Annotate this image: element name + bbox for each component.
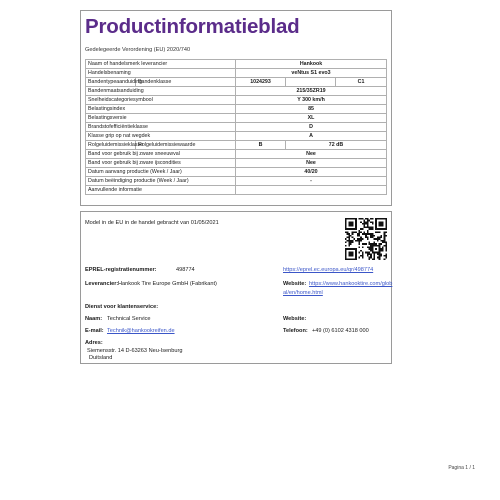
trade-name-value: veNtus S1 evo3 — [236, 69, 387, 78]
additional-info-label: Aanvullende informatie — [86, 186, 236, 195]
load-index-value: 85 — [236, 105, 387, 114]
wet-grip-label: Klasse grip op nat wegdek — [86, 132, 236, 141]
service-name-label: Naam: — [85, 316, 103, 322]
load-index-label: Belastingsindex — [86, 105, 236, 114]
snow-value: Nee — [236, 150, 387, 159]
table-row — [86, 87, 387, 96]
ice-value: Nee — [236, 159, 387, 168]
supplier-name: Hankook Tire Europe GmbH (Fabrikant) — [118, 281, 217, 287]
spec-table — [85, 59, 387, 195]
table-row — [86, 186, 387, 195]
table-row — [86, 150, 387, 159]
eprel-label: EPREL-registratienummer: — [85, 267, 157, 273]
table-row — [86, 159, 387, 168]
eprel-link[interactable]: https://eprel.ec.europa.eu/qr/498774 — [283, 267, 374, 273]
size-value: 215/35ZR19 — [236, 87, 387, 96]
load-version-label: Belastingsversie — [86, 114, 236, 123]
product-info-box — [80, 10, 392, 206]
production-start-value: 40/20 — [236, 168, 387, 177]
noise-value-label: Rolgeluidemissiewaarde — [136, 141, 236, 150]
eprel-number: 498774 — [176, 267, 195, 273]
table-row — [86, 96, 387, 105]
wet-grip-value: A — [236, 132, 387, 141]
table-row — [86, 105, 387, 114]
snow-label: Band voor gebruik bij zware sneeuwval — [86, 150, 236, 159]
service-website-label: Website: — [283, 316, 307, 322]
table-row — [86, 177, 387, 186]
regulation-subtitle: Gedelegeerde Verordening (EU) 2020/740 — [85, 47, 191, 53]
production-end-label: Datum beëindiging productie (Week / Jaar) — [86, 177, 236, 186]
fuel-class-value: D — [236, 123, 387, 132]
email-label: E-mail: — [85, 328, 104, 334]
load-version-value: XL — [236, 114, 387, 123]
noise-class-label: Rolgeluidemissieklasse — [86, 141, 136, 150]
noise-class-value: B — [236, 141, 286, 150]
type-id-value: 1024293 — [236, 78, 286, 87]
supplier-label: Naam of handelsmerk leverancier — [86, 60, 236, 69]
fuel-class-label: Brandstofefficiëntieklasse — [86, 123, 236, 132]
type-id-label: Bandentypeaanduiding — [86, 78, 136, 87]
table-row — [86, 60, 387, 69]
table-row — [86, 132, 387, 141]
noise-db-value: 72 dB — [286, 141, 387, 150]
table-row — [86, 78, 387, 87]
production-start-label: Datum aanvang productie (Week / Jaar) — [86, 168, 236, 177]
table-row — [86, 69, 387, 78]
page-number: Pagina 1 / 1 — [448, 465, 475, 471]
website-link[interactable]: https://www.hankooktire.com/glob — [309, 281, 393, 287]
email-link[interactable]: Technik@hankookreifen.de — [107, 328, 175, 334]
page-title: Productinformatieblad — [85, 15, 300, 38]
registration-info-box — [80, 211, 392, 364]
production-end-value: - — [236, 177, 387, 186]
table-row — [86, 114, 387, 123]
additional-info-value — [236, 186, 387, 195]
empty-cell — [286, 78, 336, 87]
phone-number: +49 (0) 6102 4318 000 — [312, 328, 369, 334]
address-line-2: Duitsland — [89, 355, 113, 361]
market-date-text: Model in de EU in de handel gebracht van 01/05/2021 — [85, 220, 219, 226]
tyre-class-label: Bandenklasse — [136, 78, 236, 87]
trade-name-label: Handelsbenaming — [86, 69, 236, 78]
service-name: Technical Service — [107, 316, 151, 322]
tyre-class-value: C1 — [336, 78, 387, 87]
address-line-1: Siemensstr. 14 D-63263 Neu-Isenburg — [87, 348, 183, 354]
service-heading: Dienst voor klantenservice: — [85, 304, 159, 310]
speed-value: Y 300 km/h — [236, 96, 387, 105]
size-label: Bandenmaatsanduiding — [86, 87, 236, 96]
table-row — [86, 141, 387, 150]
website-link-continued[interactable]: al/en/home.html — [283, 290, 323, 296]
qr-code-icon — [345, 218, 387, 260]
speed-label: Snelheidscategoriesymbool — [86, 96, 236, 105]
table-row — [86, 168, 387, 177]
supplier-label: Leverancier: — [85, 281, 119, 287]
phone-label: Telefoon: — [283, 328, 308, 334]
table-row — [86, 123, 387, 132]
supplier-value: Hankook — [236, 60, 387, 69]
ice-label: Band voor gebruik bij zware ijscondities — [86, 159, 236, 168]
address-label: Adres: — [85, 340, 103, 346]
website-label: Website: — [283, 281, 307, 287]
